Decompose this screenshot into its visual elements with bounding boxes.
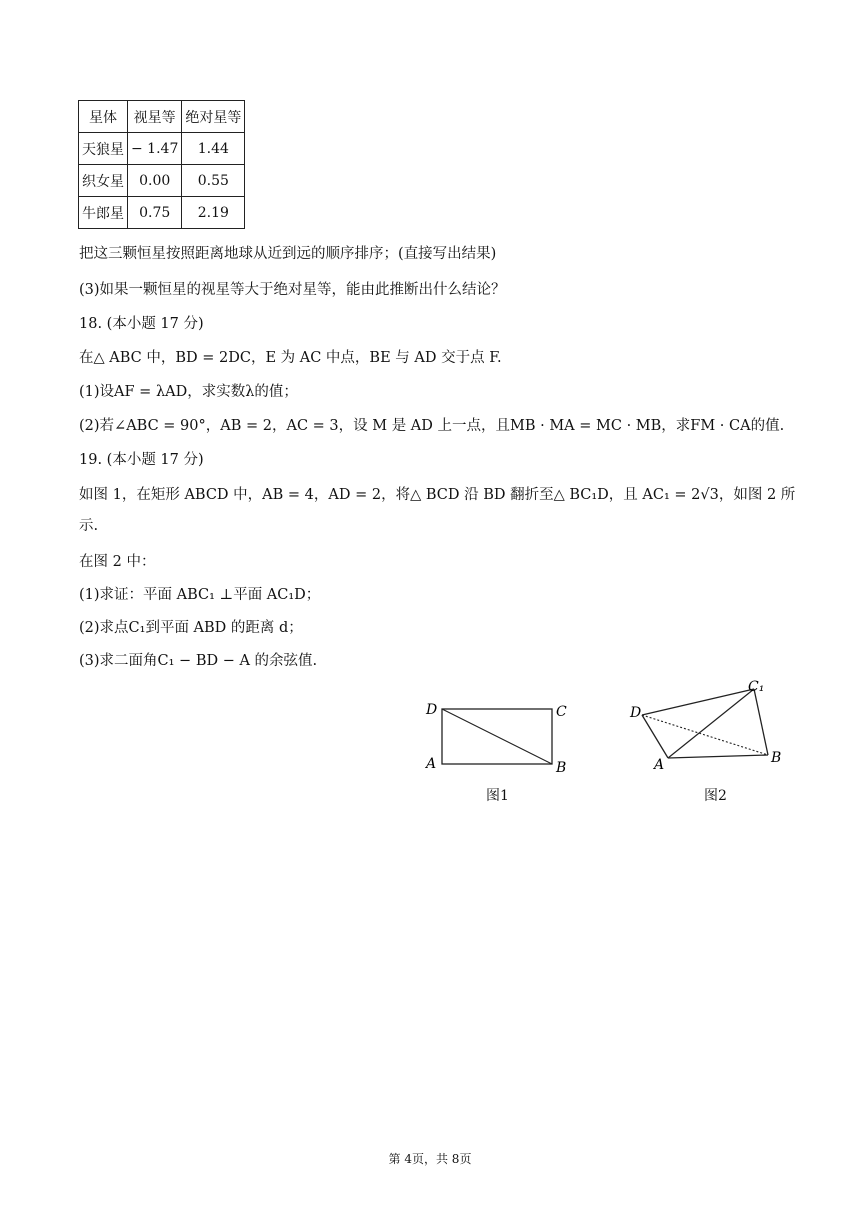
q19-part1: (1)求证：平面 ABC₁ ⊥平面 AC₁D； [79, 587, 321, 603]
label-C: C [556, 704, 567, 720]
table-row [79, 197, 245, 229]
table-header-cell: 视星等 [128, 101, 182, 133]
table-header-cell: 星体 [79, 101, 128, 133]
table-cell: − 1.47 [128, 133, 182, 165]
label-B: B [556, 760, 567, 776]
figure-2-tetrahedron [620, 675, 790, 775]
table-cell: 0.00 [128, 165, 182, 197]
q19-part3: (3)求二面角C₁ − BD − A 的余弦值. [79, 653, 318, 669]
q18-intro: 在△ ABC 中，BD = 2DC，E 为 AC 中点，BE 与 AD 交于点 F. [79, 350, 502, 366]
label-D: D [630, 705, 642, 721]
q18-part2: (2)若∠ABC = 90°，AB = 2，AC = 3，设 M 是 AD 上一点，且MB · MA = MC · MB，求FM · CA的值. [79, 418, 785, 434]
q17-order-prompt: 把这三颗恒星按照距离地球从近到远的顺序排序；(直接写出结果) [79, 246, 497, 262]
q19-part2: (2)求点C₁到平面 ABD 的距离 d； [79, 620, 303, 636]
label-D: D [426, 702, 438, 718]
q18-heading: 18. (本小题 17 分) [79, 316, 204, 332]
table-cell: 0.75 [128, 197, 182, 229]
page-footer: 第 4页，共 8页 [388, 1152, 472, 1166]
q17-part3: (3)如果一颗恒星的视星等大于绝对星等，能由此推断出什么结论？ [79, 282, 506, 298]
table-row [79, 133, 245, 165]
table-header-row [79, 101, 245, 133]
q18-part1: (1)设AF = λAD，求实数λ的值； [79, 384, 298, 400]
q19-intro-line1: 如图 1，在矩形 ABCD 中，AB = 4，AD = 2，将△ BCD 沿 BD 翻折至△ BC₁D，且 AC₁ = 2√3，如图 2 所 [79, 487, 796, 503]
label-C1: C₁ [748, 679, 765, 695]
table-cell: 2.19 [182, 197, 245, 229]
table-row [79, 165, 245, 197]
label-A: A [654, 757, 665, 773]
table-cell: 天狼星 [79, 133, 128, 165]
table-cell: 1.44 [182, 133, 245, 165]
table-header-cell: 绝对星等 [182, 101, 245, 133]
label-A: A [426, 756, 437, 772]
q19-in-fig2: 在图 2 中： [79, 554, 156, 570]
table-cell: 牛郎星 [79, 197, 128, 229]
figure-2-caption: 图2 [704, 788, 727, 804]
figure-1-caption: 图1 [486, 788, 509, 804]
figure-1-rectangle [420, 690, 580, 780]
table-cell: 0.55 [182, 165, 245, 197]
table-cell: 织女星 [79, 165, 128, 197]
q19-heading: 19. (本小题 17 分) [79, 452, 204, 468]
star-magnitude-table [78, 100, 245, 229]
q19-intro-line2: 示. [79, 518, 99, 534]
label-B: B [771, 750, 782, 766]
